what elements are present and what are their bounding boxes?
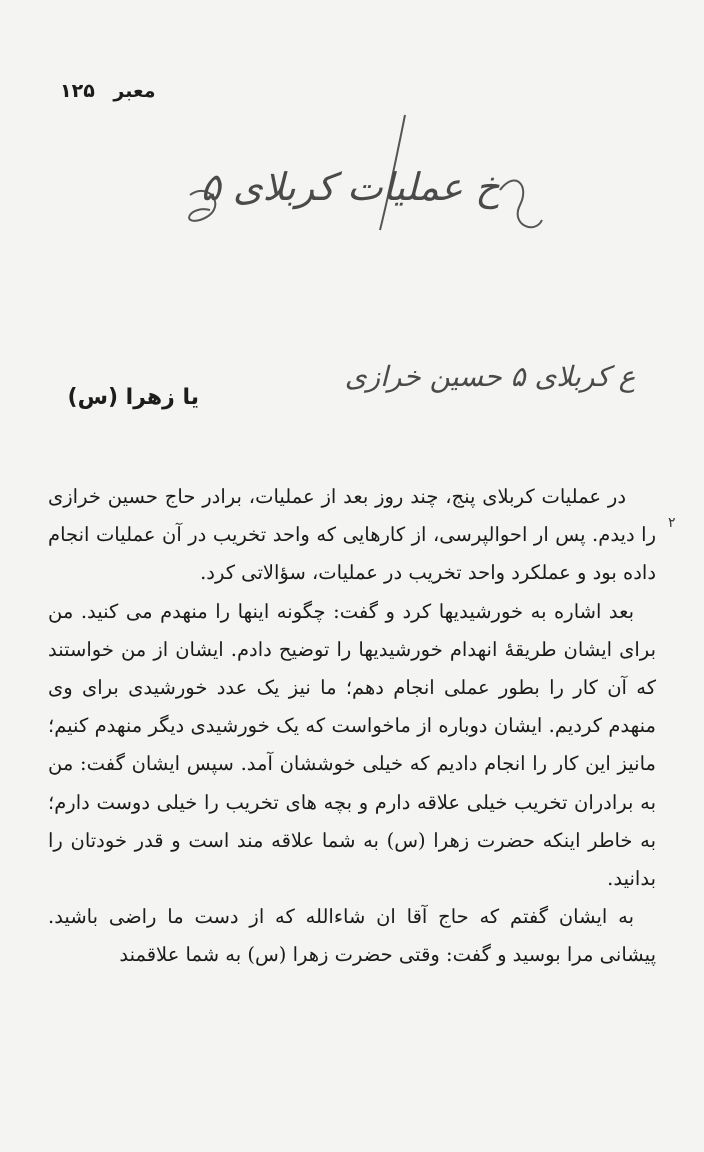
- journal-title: معبر: [113, 80, 156, 102]
- handwritten-annotation: ع کربلای ۵ حسین خرازی: [344, 360, 636, 393]
- page-header: [60, 80, 156, 102]
- paragraph: در عملیات کربلای پنج، چند روز بعد از عملیات، برادر حاج حسین خرازی را دیدم. پس ار احوالپرسی، از کارهایی که واحد تخریب در آن عملیات انجام داده بود و عملکرد واحد تخریب در عملیات، سؤالاتی کرد.: [48, 485, 656, 585]
- page-number: ۱۲۵: [60, 80, 95, 102]
- handwritten-title: خ عملیات کربلای ۵: [200, 165, 500, 209]
- paragraph: بعد اشاره به خورشیدیها کرد و گفت: چگونه اینها را منهدم می کنید. من برای ایشان طریقهٔ انهدام خورشیدیها را توضیح دادم. ایشان از من خواستند که آن کار را بطور عملی انجام دهم؛ ما نیز یک عدد خورشیدی برای وی منهدم کردیم. ایشان دوباره از ماخواست که یک خورشیدی دیگر منهدم کنیم؛ مانیز این کار را انجام دادیم که خیلی خوششان آمد. سپس ایشان گفت: من به برادران تخریب خیلی علاقه دارم و بچه های تخریب را خیلی دوست دارم؛ به خاطر اینکه حضرت زهرا (س) به شما علاقه مند است و قدر خودتان را بدانید.: [48, 599, 656, 891]
- margin-mark: ۲: [668, 515, 676, 531]
- paragraph: به ایشان گفتم که حاج آقا ان شاءالله که از دست ما راضی باشید. پیشانی مرا بوسید و گفت: وقتی حضرت زهرا (س) به شما علاقمند: [48, 905, 656, 967]
- section-title: یا زهرا (س): [67, 385, 199, 410]
- body-text: [48, 478, 656, 975]
